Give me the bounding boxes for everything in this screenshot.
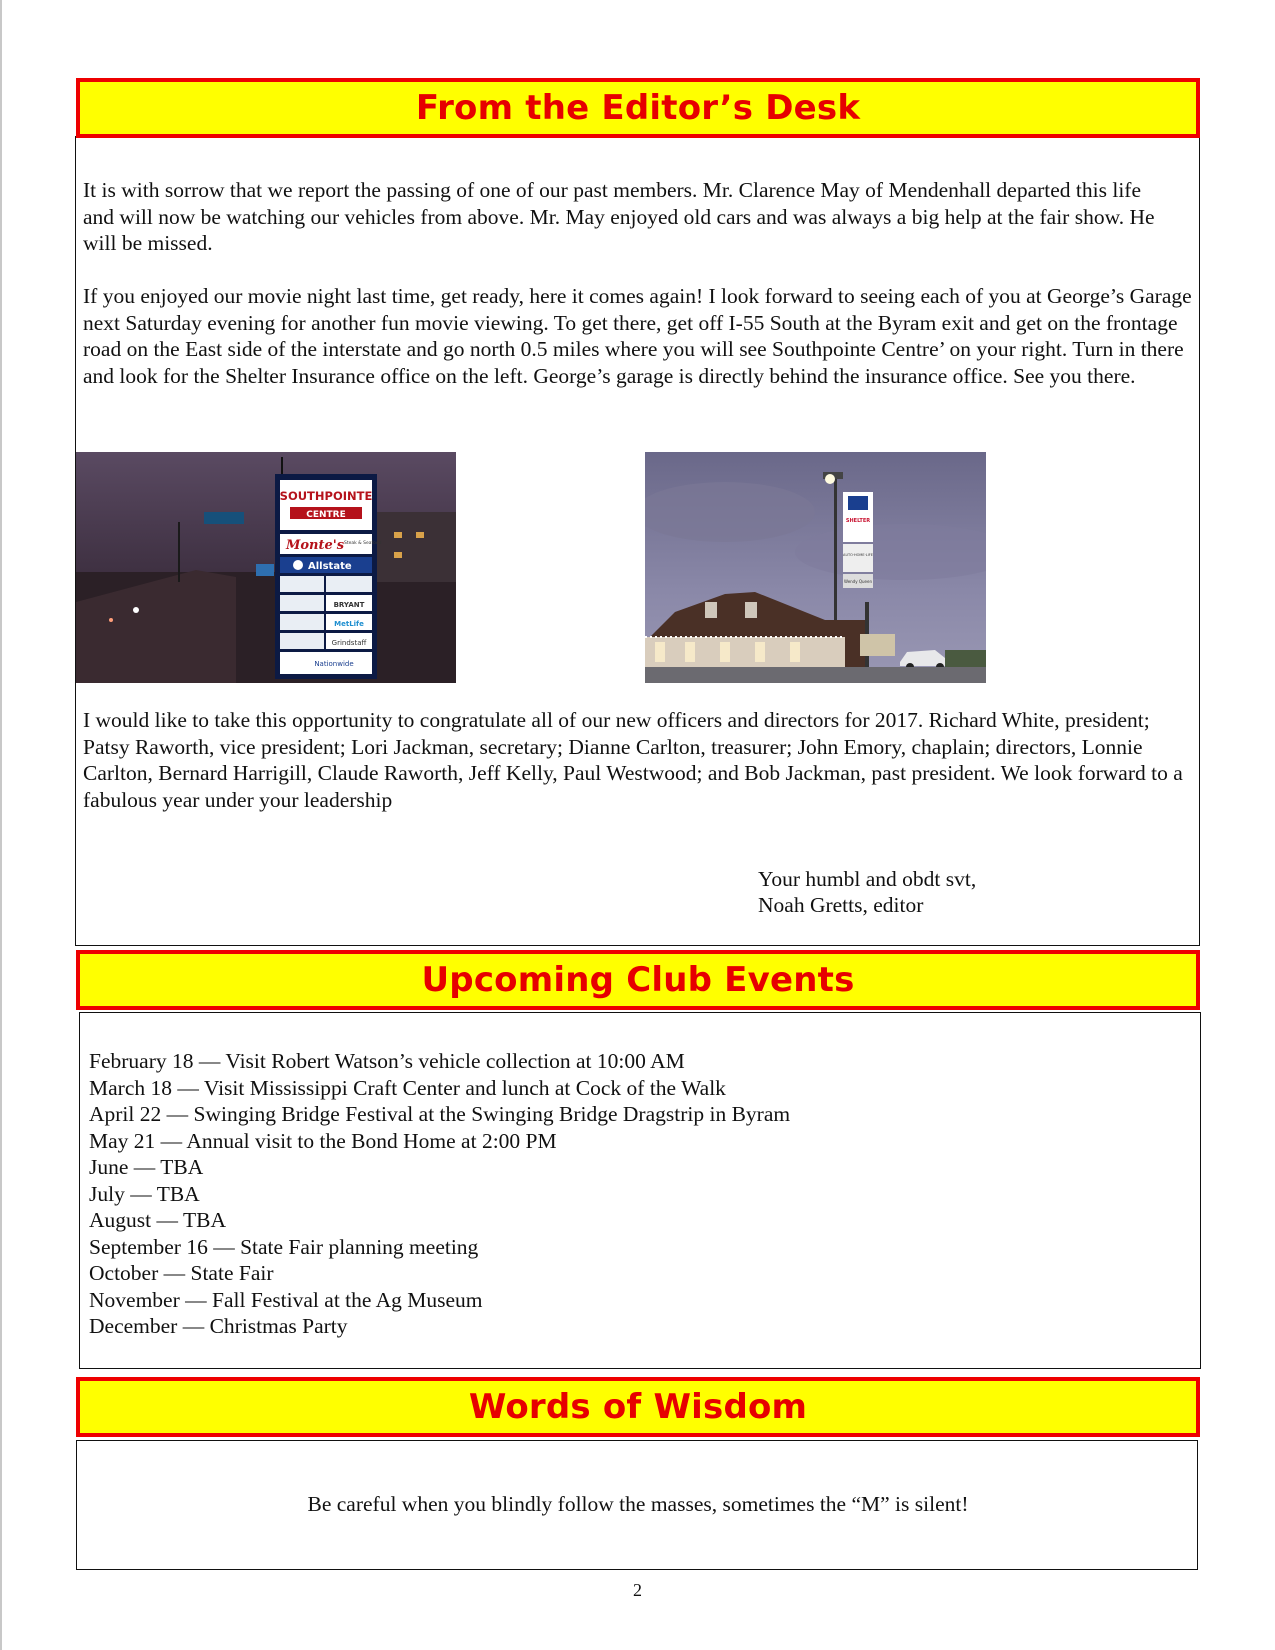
- event-item: August — TBA: [89, 1208, 226, 1232]
- tenant-montes-sub: Steak & Seafood: [344, 541, 382, 546]
- editors-paragraph-3: I would like to take this opportunity to congratulate all of our new officers and directors for 2017. Richard White, president; Patsy Raworth, vice president; Lori Jackman, secretary; Dianne Carlton, treasurer; John Emory, chaplain; directors, Lonnie Carlton, Bernard Harrigill, Claude Raworth, Jeff Kelly, Paul Westwood; and Bob Jackman, past president. We look forward to a fabulous year under your leadership: [83, 708, 1183, 812]
- southpointe-brand: SOUTHPOINTE: [279, 489, 373, 503]
- event-item: December — Christmas Party: [89, 1314, 348, 1338]
- shelter-brand: SHELTER: [845, 518, 871, 524]
- tenant-allstate: Allstate: [308, 561, 352, 572]
- events-list: [89, 1048, 790, 1340]
- event-item: May 21 — Annual visit to the Bond Home at 2:00 PM: [89, 1128, 557, 1153]
- shelter-office-photo: [645, 452, 986, 683]
- tenant-montes: Monte's: [286, 538, 345, 553]
- event-item: November — Fall Festival at the Ag Museum: [89, 1287, 483, 1312]
- shelter-sign-lower: Wendy Queen: [843, 579, 873, 584]
- event-item: October — State Fair: [89, 1261, 274, 1285]
- page-edge: [0, 0, 2, 1650]
- event-item: June — TBA: [89, 1155, 204, 1179]
- events-banner: [76, 950, 1200, 1010]
- southpointe-sign-photo: [76, 452, 456, 683]
- event-item: April 22 — Swinging Bridge Festival at the Swinging Bridge Dragstrip in Byram: [89, 1102, 791, 1126]
- editors-desk-banner: [76, 78, 1200, 138]
- editor-closing: Your humbl and obdt svt,: [758, 867, 977, 891]
- tenant-nationwide: Nationwide: [314, 660, 354, 668]
- event-item: March 18 — Visit Mississippi Craft Center and lunch at Cock of the Walk: [89, 1075, 726, 1100]
- shelter-sign-sub: AUTO·HOME·LIFE: [843, 553, 873, 557]
- page-number: 2: [633, 1580, 642, 1600]
- event-item: July — TBA: [89, 1181, 200, 1206]
- tenant-metlife: MetLife: [334, 620, 364, 628]
- wisdom-title: Words of Wisdom: [468, 1387, 808, 1427]
- wisdom-banner: [76, 1377, 1200, 1437]
- editor-signature: Noah Gretts, editor: [758, 893, 924, 917]
- event-item: September 16 — State Fair planning meeting: [89, 1234, 479, 1259]
- events-title: Upcoming Club Events: [421, 960, 855, 1000]
- editors-desk-title: From the Editor’s Desk: [415, 88, 861, 128]
- southpointe-brand-sub: CENTRE: [306, 510, 346, 520]
- wisdom-quote: Be careful when you blindly follow the masses, sometimes the “M” is silent!: [307, 1492, 969, 1516]
- editors-paragraph-1: It is with sorrow that we report the passing of one of our past members. Mr. Clarence May of Mendenhall departed this life and will now be watching our vehicles from above. Mr. May enjoyed old cars and was always a big help at the fair show. He will be missed.: [83, 178, 1155, 255]
- tenant-grindstaff: Grindstaff: [331, 639, 367, 647]
- tenant-bryant: BRYANT: [333, 601, 365, 609]
- event-item: February 18 — Visit Robert Watson’s vehicle collection at 10:00 AM: [89, 1049, 685, 1073]
- editors-paragraph-2: If you enjoyed our movie night last time, get ready, here it comes again! I look forward to seeing each of you at George’s Garage next Saturday evening for another fun movie viewing. To get there, get off I-55 South at the Byram exit and get on the frontage road on the East side of the interstate and go north 0.5 miles where you will see Southpointe Centre’ on your right. Turn in there and look for the Shelter Insurance office on the left. George’s garage is directly behind the insurance office. See you there.: [83, 284, 1192, 388]
